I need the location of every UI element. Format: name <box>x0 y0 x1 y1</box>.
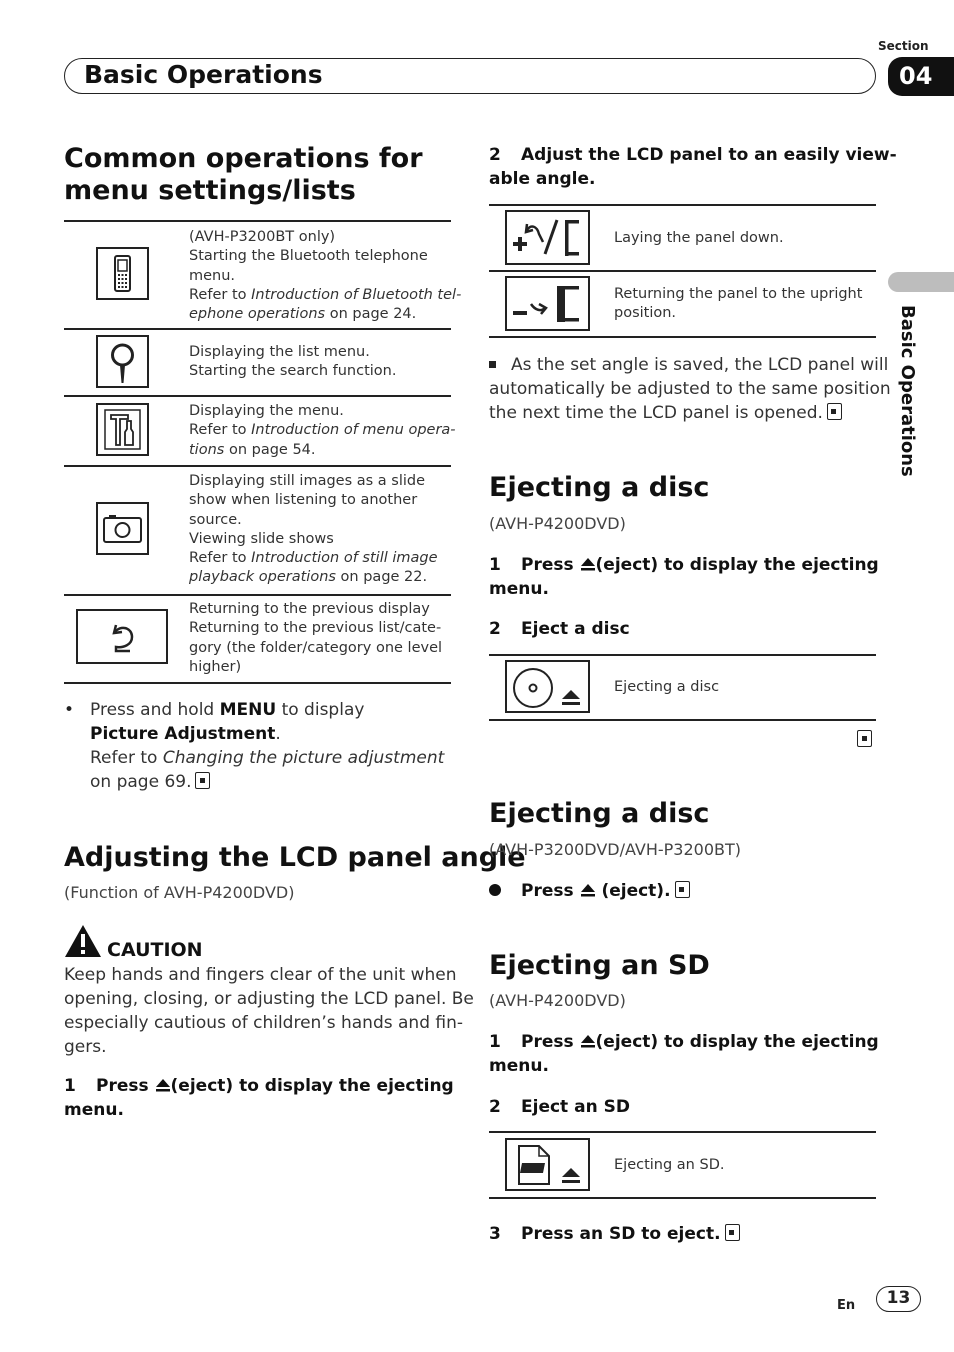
eject-disc-model: (AVH-P4200DVD) <box>489 514 626 533</box>
bullet-line <box>90 722 444 746</box>
refer-link-title[interactable]: Introduction of menu opera- <box>251 422 456 439</box>
text: to display <box>276 700 365 720</box>
eject-icon <box>155 1078 171 1092</box>
refer-link-title[interactable]: tions <box>189 441 225 458</box>
table-top-rule <box>489 654 876 656</box>
cell-refer <box>189 549 438 568</box>
refer-prefix: Refer to <box>189 286 252 303</box>
eject-disc-step <box>489 879 690 903</box>
eject-sd-heading: Ejecting an SD <box>489 950 710 981</box>
end-mark-icon <box>725 1224 740 1241</box>
warning-icon <box>64 924 102 958</box>
picture-adjustment-label: Picture Adjustment <box>90 724 276 744</box>
table-cell-slideshow <box>189 472 438 588</box>
eject-sd-model: (AVH-P4200DVD) <box>489 991 626 1010</box>
lcd-step-1 <box>64 1074 454 1122</box>
eject-sd-button-icon <box>505 1138 590 1191</box>
menu-key-label: MENU <box>219 700 277 720</box>
eject-disc-step-1 <box>489 553 879 601</box>
step-line: menu. <box>489 579 549 599</box>
refer-suffix: on page 24. <box>325 306 417 323</box>
cell-refer <box>189 286 461 305</box>
phone-icon <box>96 247 149 300</box>
text: (eject) to display the ejecting <box>170 1076 454 1096</box>
cell-line: Returning to the previous list/cate- <box>189 620 442 637</box>
lcd-table-text-up <box>614 285 862 324</box>
step-number: 1 <box>64 1076 76 1096</box>
refer-suffix: on page 54. <box>224 441 316 458</box>
text: . <box>275 724 281 744</box>
caution-line: Keep hands and fingers clear of the unit when <box>64 965 457 985</box>
caution-title: CAUTION <box>107 939 203 961</box>
cell-line: Starting the search function. <box>189 363 397 380</box>
eject-sd-step-1 <box>489 1030 879 1078</box>
table-row-rule <box>64 465 451 467</box>
section-label: Section <box>878 39 929 53</box>
text: the next time the LCD panel is opened. <box>489 403 823 423</box>
table-bottom-rule <box>489 719 876 721</box>
common-operations-heading <box>64 143 423 207</box>
step-line <box>64 1074 454 1098</box>
cell-line: Viewing slide shows <box>189 530 334 547</box>
caution-line: especially cautious of children’s hands and fin- <box>64 1013 464 1033</box>
eject-disc-button-icon <box>505 660 590 713</box>
footer-language: En <box>837 1298 856 1313</box>
text: Press <box>521 1032 580 1052</box>
angle-saved-note <box>489 353 891 425</box>
bullet-picture-adjustment <box>90 698 444 794</box>
table-cell-menu <box>189 402 456 460</box>
bullet-line <box>90 698 444 722</box>
text: (eject) to display the ejecting <box>595 1032 879 1052</box>
eject-disc-heading: Ejecting a disc <box>489 472 710 503</box>
step-line: menu. <box>489 1056 549 1076</box>
step-number: 3 <box>489 1224 501 1244</box>
eject-sd-step-3 <box>489 1222 740 1246</box>
eject-disc-model-2: (AVH-P3200DVD/AVH-P3200BT) <box>489 840 742 859</box>
step-number: 2 <box>489 1097 501 1117</box>
side-tab-marker <box>888 272 954 292</box>
cell-line: higher) <box>189 658 242 675</box>
table-bottom-rule <box>64 682 451 684</box>
table-row-rule <box>64 594 451 596</box>
table-row-rule <box>64 395 451 397</box>
text: As the set angle is saved, the LCD panel will <box>511 355 889 375</box>
cell-line: Displaying still images as a slide <box>189 473 426 489</box>
eject-disc-heading-2: Ejecting a disc <box>489 798 710 829</box>
cell-line: (AVH-P3200BT only) <box>189 229 336 245</box>
bullet-line <box>90 746 444 770</box>
end-mark-icon <box>675 881 690 898</box>
cell-refer <box>189 568 438 587</box>
page-title: Basic Operations <box>84 60 323 89</box>
heading-line-1: Common operations for <box>64 143 423 174</box>
step-line <box>489 143 897 167</box>
text: (eject). <box>595 881 671 901</box>
table-cell-return <box>189 600 442 677</box>
text: on page 69. <box>90 772 192 792</box>
end-mark-icon <box>195 772 210 789</box>
refer-prefix: Refer to <box>189 550 252 567</box>
text: Adjust the LCD panel to an easily view- <box>521 145 897 165</box>
section-number-badge: 04 <box>888 57 954 96</box>
cell-line: Returning to the previous display <box>189 601 430 617</box>
bullet-dot: • <box>64 700 75 720</box>
text: Refer to <box>90 748 163 768</box>
cell-refer <box>189 421 456 440</box>
step-line: menu. <box>64 1100 124 1120</box>
caution-line: gers. <box>64 1037 107 1057</box>
heading-line-2: menu settings/lists <box>64 175 356 206</box>
panel-down-icon <box>505 210 590 265</box>
eject-icon <box>580 1034 596 1048</box>
refer-prefix: Refer to <box>189 422 252 439</box>
table-bottom-rule <box>489 336 876 338</box>
step-number: 1 <box>489 1032 501 1052</box>
text: Eject a disc <box>521 619 630 639</box>
cell-line: Displaying the menu. <box>189 403 344 419</box>
caution-text <box>64 963 474 1059</box>
table-bottom-rule <box>489 1197 876 1199</box>
panel-up-icon <box>505 276 590 331</box>
cell-line: source. <box>189 511 242 528</box>
lcd-function-note: (Function of AVH-P4200DVD) <box>64 883 295 902</box>
cell-line: Displaying the list menu. <box>189 344 370 360</box>
eject-sd-table-text: Ejecting an SD. <box>614 1157 725 1173</box>
page-number: 13 <box>876 1286 921 1312</box>
tools-menu-icon <box>96 403 149 456</box>
step-line <box>489 1030 879 1054</box>
eject-sd-step-2 <box>489 1095 630 1119</box>
lcd-panel-heading: Adjusting the LCD panel angle <box>64 842 526 873</box>
camera-icon <box>96 502 149 555</box>
eject-disc-table-text: Ejecting a disc <box>614 679 720 695</box>
note-square-icon <box>489 361 496 368</box>
note-line: automatically be adjusted to the same position <box>489 379 891 399</box>
cell-line: show when listening to another <box>189 492 418 509</box>
refer-suffix: on page 22. <box>335 569 428 586</box>
table-cell-list <box>189 343 396 382</box>
refer-link-title[interactable]: Introduction of Bluetooth tel- <box>251 286 462 303</box>
eject-disc-step-2 <box>489 617 630 641</box>
refer-link-title[interactable]: ephone operations <box>189 306 326 323</box>
search-icon <box>96 335 149 388</box>
table-cell-bluetooth <box>189 228 461 324</box>
table-row-rule <box>64 328 451 330</box>
cell-line: Starting the Bluetooth telephone <box>189 248 428 265</box>
end-mark-icon <box>827 403 842 420</box>
step-number: 2 <box>489 145 501 165</box>
eject-icon <box>580 557 596 571</box>
refer-link-title[interactable]: Changing the picture adjustment <box>162 748 445 768</box>
caution-line: opening, closing, or adjusting the LCD panel. Be <box>64 989 474 1009</box>
table-top-rule <box>489 204 876 206</box>
table-top-rule <box>64 220 451 222</box>
text: Press <box>96 1076 155 1096</box>
text: Press <box>521 555 580 575</box>
end-mark-icon <box>857 730 872 747</box>
lcd-table-text-down: Laying the panel down. <box>614 230 784 246</box>
note-line <box>489 353 891 377</box>
table-row-rule <box>489 270 876 272</box>
step-bullet-icon <box>489 884 501 896</box>
text: Eject an SD <box>521 1097 630 1117</box>
cell-line: menu. <box>189 267 236 284</box>
step-line: able angle. <box>489 169 596 189</box>
text: Press <box>521 881 580 901</box>
cell-line: gory (the folder/category one level <box>189 639 443 656</box>
cell-line: position. <box>614 305 677 322</box>
step-number: 1 <box>489 555 501 575</box>
text: Press an SD to eject. <box>521 1224 721 1244</box>
step-line <box>489 553 879 577</box>
step-number: 2 <box>489 619 501 639</box>
cell-refer <box>189 305 461 324</box>
text: (eject) to display the ejecting <box>595 555 879 575</box>
cell-line: Returning the panel to the upright <box>614 286 863 302</box>
refer-link-title[interactable]: Introduction of still image <box>251 550 438 567</box>
return-icon <box>76 609 168 664</box>
eject-icon <box>580 883 596 897</box>
refer-link-title[interactable]: playback operations <box>189 569 336 586</box>
bullet-line <box>90 770 444 794</box>
table-top-rule <box>489 1131 876 1133</box>
text: Press and hold <box>90 700 220 720</box>
lcd-step-2 <box>489 143 897 191</box>
side-tab-label: Basic Operations <box>897 305 918 477</box>
note-line <box>489 401 891 425</box>
cell-refer <box>189 441 456 460</box>
